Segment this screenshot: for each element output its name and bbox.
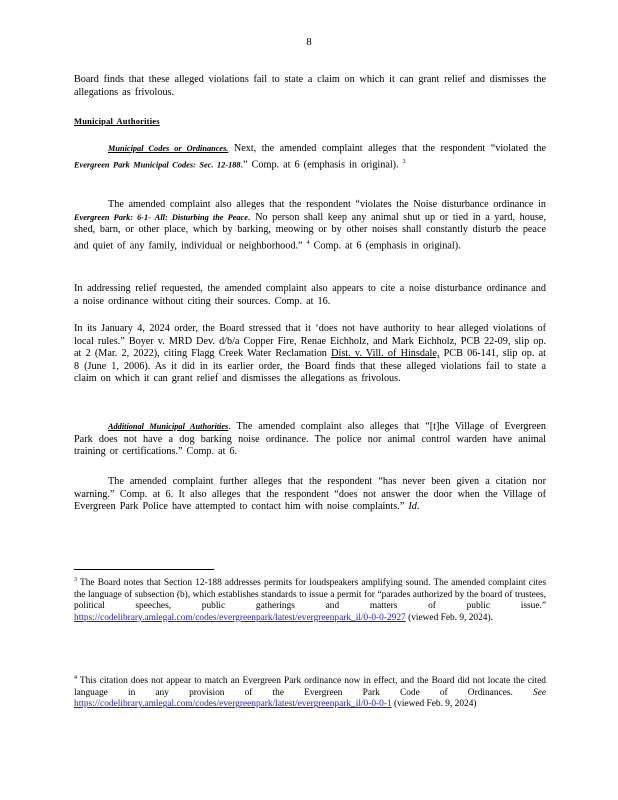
text: Comp. at 6 (emphasis in original). <box>313 239 461 251</box>
footnote-viewed: (viewed Feb. 9, 2024) <box>394 699 477 710</box>
footnote-4 <box>74 673 546 711</box>
paragraph-additional-authorities <box>74 421 546 459</box>
subheading-additional-authorities: Additional Municipal Authorities <box>108 422 229 431</box>
ordinance-citation: Evergreen Park: 6-1- All: Disturbing the Peace <box>74 212 248 222</box>
paragraph-relief-requested: In addressing relief requested, the amended complaint also appears to cite a noise disturbance ordinance and a noise ordinance without citing their sources. Comp. at 16. <box>74 283 546 307</box>
text: The amended complaint also alleges that the respondent “violates the Noise disturbance ordinance in <box>108 199 546 210</box>
footnote-divider <box>74 569 214 570</box>
footnote-ref-3: 3 <box>402 158 406 165</box>
footnote-viewed: (viewed Feb. 9, 2024). <box>408 612 493 623</box>
heading-municipal-authorities: Municipal Authorities <box>74 116 160 126</box>
paragraph-citation-warning: The amended complaint further alleges that the respondent “has never been given a citation nor warning.” Comp. at 6. It also alleges that the respondent “does not answer the door when the Village of Evergreen Park Police have attempted to contact him with noise complaints.” Id. <box>74 476 546 512</box>
text: Next, the amended complaint alleges that the respondent “violated the <box>233 143 547 154</box>
footnote-text: This citation does not appear to match an Evergreen Park ordinance now in effect, and the Board did not locate the cited language in any provision of the Evergreen Park Code of Ordinances. <box>74 676 546 698</box>
text: The amended complaint further alleges that the respondent “has never been given a citation nor warning.” Comp. at 6. It also alleges that the respondent “does not answer the door when the Village of Evergreen Park Police have attempted to contact him with noise complaints.” <box>74 476 546 512</box>
text: PCB 06-141, slip op. at 8 (June 1, 2006). As it did in its earlier order, the Board finds that these alleged violations fail to state a claim on which it can grant relief and dismisses the allegations as frivolous. <box>74 348 546 384</box>
footnote-number: 4 <box>74 675 77 681</box>
case-name: Dist. v. Vill. of Hinsdale, <box>331 348 440 359</box>
paragraph-frivolous-conclusion: Board finds that these alleged violations fail to state a claim on which it can grant relief and dismisses the allegations as frivolous. <box>74 74 546 98</box>
see-signal: See <box>533 687 547 698</box>
page-number: 8 <box>306 36 312 48</box>
text: . No person shall keep any animal shut up or tied in a yard, house, shed, barn, or other place, which by barking, meowing or by other noises shall constantly disturb the peace and quiet of any family, individual or neighborhood.” <box>74 211 546 251</box>
paragraph-noise-ordinance <box>74 199 546 252</box>
paragraph-board-order <box>74 323 546 386</box>
subheading-municipal-codes: Municipal Codes or Ordinances. <box>108 144 229 153</box>
footnote-number: 3 <box>74 577 77 583</box>
section-heading <box>74 115 546 129</box>
paragraph-municipal-codes <box>74 143 546 171</box>
footnote-link[interactable]: https://codelibrary.amlegal.com/codes/evergreenpark/latest/evergreenpark_il/0-0-0-2927 <box>74 612 406 623</box>
code-citation: Evergreen Park Municipal Codes: Sec. 12-188 <box>74 159 241 169</box>
footnote-link[interactable]: https://codelibrary.amlegal.com/codes/evergreenpark/latest/evergreenpark_il/0-0-0-1 <box>74 699 392 710</box>
footnote-text: The Board notes that Section 12-188 addresses permits for loudspeakers amplifying sound. The amended complaint cites the language of subsection (b), which establishes standards to issue a permit for “parades authorized by the board of trustees, political speeches, public gatherings and matters of public issue.” <box>74 578 546 612</box>
footnote-ref-4: 4 <box>306 239 310 246</box>
id-citation: Id <box>408 501 417 512</box>
text: In its January 4, 2024 order, the Board stressed that it ‘does not have authority to hear alleged violations of local rules.” Boyer v. MRD Dev. d/b/a Copper Fire, Renae Eichholz, and Mark Eichholz, PCB 22-09, slip op. at 2 (Mar. 2, 2022), citing Flagg Creek Water Reclamation <box>74 323 546 359</box>
text: .” Comp. at 6 (emphasis in original). <box>240 158 399 170</box>
footnote-3 <box>74 575 546 625</box>
text: . The amended complaint also alleges that “[t]he Village of Evergreen Park does not have a dog barking noise ordinance. The police nor animal control warden have animal training or certifications.” Comp. at 6. <box>74 421 547 457</box>
